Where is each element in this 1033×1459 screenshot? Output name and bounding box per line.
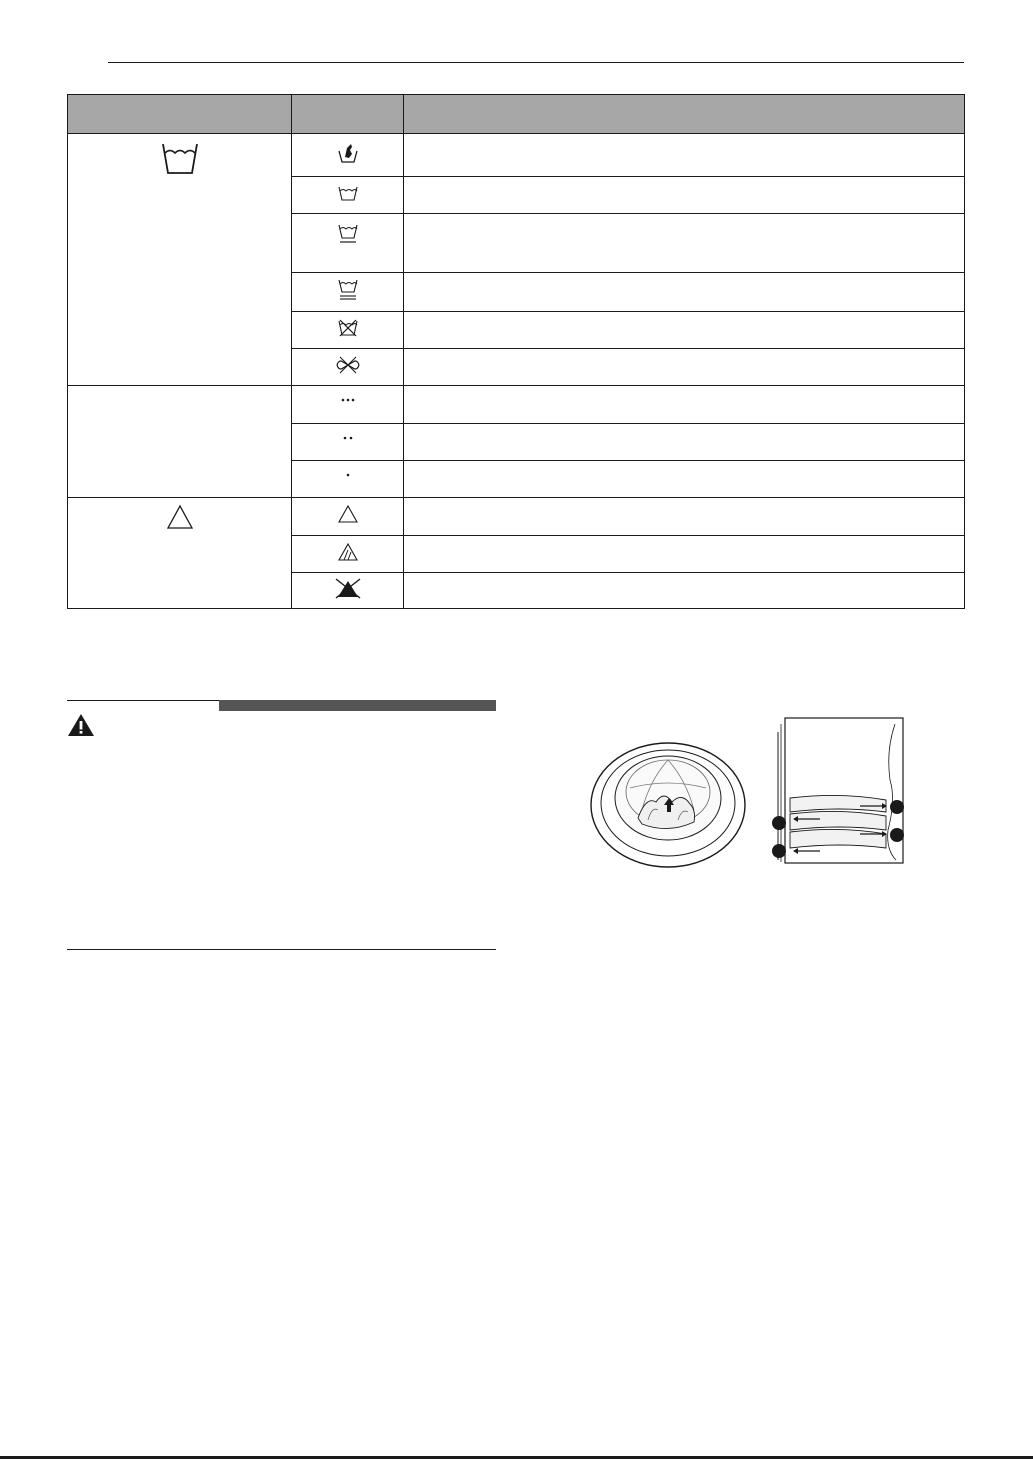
- drum-opening-illustration: [591, 743, 745, 867]
- category-washing: [68, 134, 292, 386]
- row-description: [404, 461, 965, 498]
- do-not-wash-icon: [337, 318, 359, 338]
- bleach-any-icon: [337, 504, 359, 524]
- step-marker: [890, 828, 904, 842]
- hand-wash-icon: [337, 142, 359, 164]
- row-description: [404, 536, 965, 573]
- row-description: [404, 312, 965, 349]
- table-row: [68, 386, 965, 424]
- warning-header-bar: [67, 700, 496, 711]
- header-rule: [108, 62, 964, 63]
- row-description: [404, 498, 965, 536]
- header-category: [68, 95, 292, 134]
- care-symbols-table: [67, 94, 965, 609]
- row-description: [404, 424, 965, 461]
- row-description: [404, 134, 965, 177]
- one-dot-icon: [345, 472, 351, 478]
- header-symbol: [292, 95, 404, 134]
- row-description: [404, 177, 965, 214]
- washtub-two-bars-icon: [337, 278, 359, 302]
- non-chlorine-bleach-icon: [337, 542, 359, 562]
- laundry-loading-figure: [590, 710, 920, 870]
- washtub-one-bar-icon: [337, 223, 359, 245]
- bleach-triangle-icon: [166, 504, 194, 530]
- warning-triangle-icon: [67, 713, 95, 737]
- step-marker: [772, 844, 786, 858]
- table-row: [68, 498, 965, 536]
- drum-side-view-illustration: [772, 718, 904, 863]
- header-description: [404, 95, 965, 134]
- washtub-icon: [160, 140, 200, 176]
- category-bleaching: [68, 498, 292, 609]
- row-description: [404, 386, 965, 424]
- warning-bottom-rule: [67, 949, 496, 950]
- three-dots-icon: [340, 397, 356, 403]
- do-not-bleach-icon: [333, 577, 363, 599]
- row-description: [404, 214, 965, 273]
- row-description: [404, 573, 965, 609]
- category-temperature: [68, 386, 292, 498]
- do-not-wring-icon: [335, 356, 361, 374]
- two-dots-icon: [342, 435, 354, 441]
- table-row: [68, 134, 965, 177]
- step-marker: [772, 816, 786, 830]
- washtub-normal-icon: [337, 184, 359, 202]
- table-header-row: [68, 95, 965, 134]
- row-description: [404, 349, 965, 386]
- step-marker: [890, 800, 904, 814]
- row-description: [404, 273, 965, 312]
